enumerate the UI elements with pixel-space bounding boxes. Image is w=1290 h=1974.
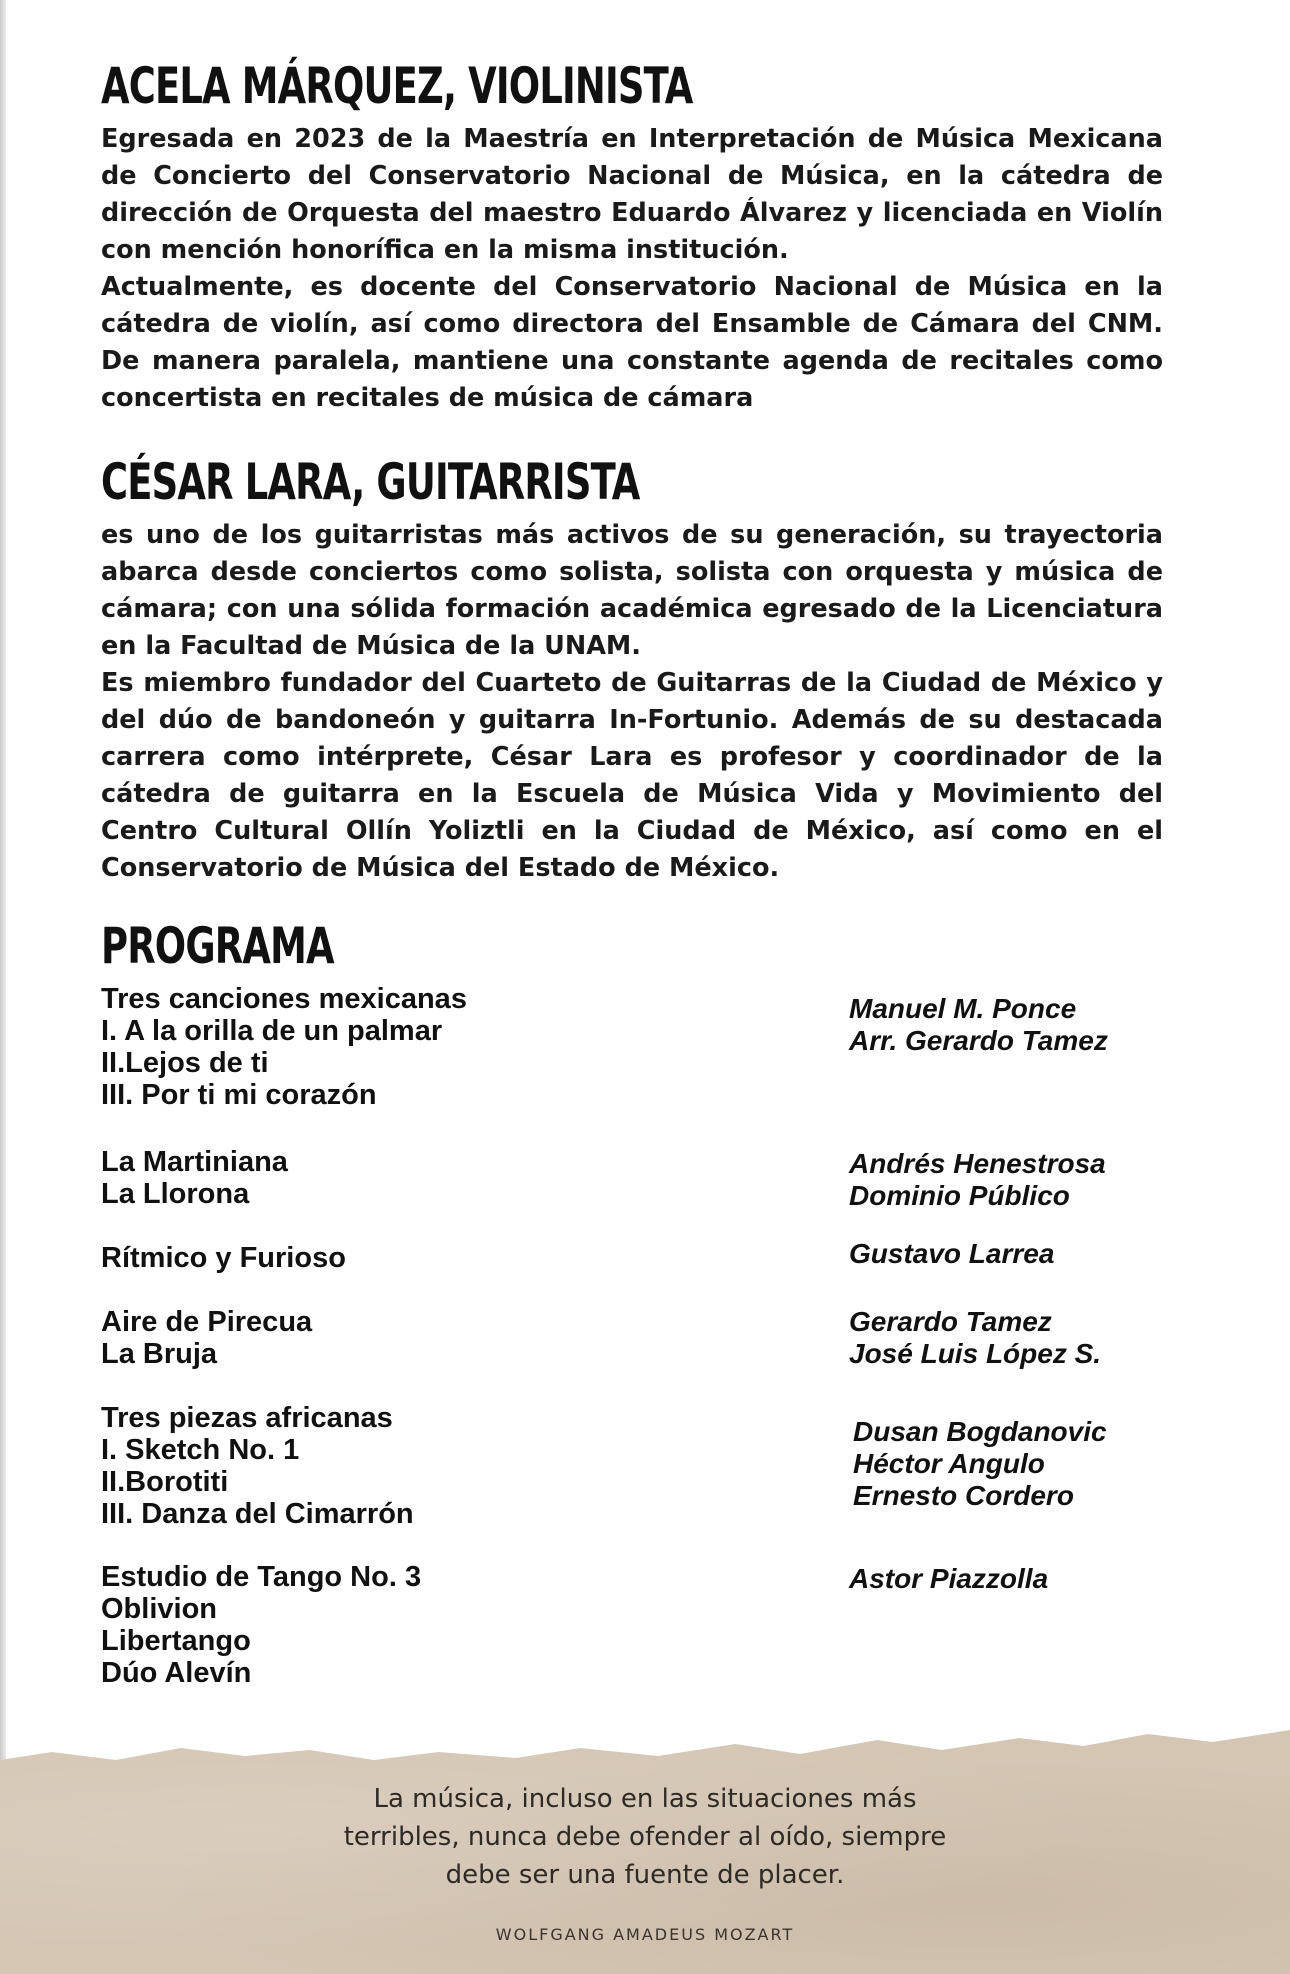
program-composers	[849, 1306, 1101, 1370]
mozart-quote	[0, 1780, 1290, 1894]
program-item	[101, 1238, 1163, 1306]
page-content	[101, 55, 1163, 1689]
bio-text-acela	[101, 121, 1163, 417]
composer-name: Gerardo Tamez	[849, 1306, 1052, 1337]
work-title: III. Danza del Cimarrón	[101, 1498, 414, 1530]
work-title: Tres canciones mexicanas	[101, 983, 467, 1015]
section-heading-cesar: CÉSAR LARA, GUITARRISTA	[101, 453, 640, 511]
quote-line: La música, incluso en las situaciones más	[373, 1784, 917, 1814]
work-title: III. Por ti mi corazón	[101, 1079, 377, 1111]
program-composers	[849, 1563, 1048, 1595]
program-item	[101, 983, 1163, 1146]
program-composers	[849, 1238, 1054, 1270]
composer-name: Dominio Público	[849, 1180, 1070, 1211]
program-section	[101, 915, 1163, 1689]
program-item	[101, 1402, 1163, 1561]
work-title: Oblivion	[101, 1593, 217, 1625]
bio-paragraph: Actualmente, es docente del Conservatorio Nacional de Música en la cátedra de violín, así como directora del Ensamble de Cámara del CNM. De manera paralela, mantiene una constante agenda de recitales como concertista en recitales de música de cámara	[101, 272, 1163, 413]
composer-name: Arr. Gerardo Tamez	[849, 1025, 1108, 1056]
program-list	[101, 983, 1163, 1689]
composer-name: Ernesto Cordero	[853, 1480, 1074, 1511]
program-item	[101, 1306, 1163, 1402]
program-composers	[849, 1148, 1106, 1212]
composer-name: Dusan Bogdanovic	[853, 1416, 1107, 1447]
bio-paragraph: es uno de los guitarristas más activos de su generación, su trayectoria abarca desde conciertos como solista, solista con orquesta y música de cámara; con una sólida formación académica egresado de la Licenciatura en la Facultad de Música de la UNAM.	[101, 520, 1163, 661]
program-item	[101, 1146, 1163, 1242]
composer-name: José Luis López S.	[849, 1338, 1102, 1369]
work-title: Rítmico y Furioso	[101, 1242, 346, 1274]
quote-line: terribles, nunca debe ofender al oído, siempre	[343, 1822, 947, 1852]
bio-acela	[101, 55, 1163, 417]
work-title: La Llorona	[101, 1178, 250, 1210]
work-title: La Bruja	[101, 1338, 218, 1370]
work-title: II.Lejos de ti	[101, 1047, 269, 1079]
composer-name: Astor Piazzolla	[849, 1563, 1049, 1594]
composer-name: Manuel M. Ponce	[849, 993, 1077, 1024]
work-title: Libertango	[101, 1625, 251, 1657]
bio-cesar	[101, 451, 1163, 887]
work-title: La Martiniana	[101, 1146, 288, 1178]
bio-text-cesar	[101, 517, 1163, 887]
work-title: Dúo Alevín	[101, 1657, 252, 1689]
work-title: Tres piezas africanas	[101, 1402, 393, 1434]
program-composers	[853, 1416, 1107, 1512]
composer-name: Héctor Angulo	[853, 1448, 1045, 1479]
bio-paragraph: Egresada en 2023 de la Maestría en Interpretación de Música Mexicana de Concierto del Conservatorio Nacional de Música, en la cátedra de dirección de Orquesta del maestro Eduardo Álvarez y licenciada en Violín con mención honorífica en la misma institución.	[101, 124, 1163, 265]
program-heading: PROGRAMA	[101, 917, 334, 975]
bio-paragraph: Es miembro fundador del Cuarteto de Guitarras de la Ciudad de México y del dúo de bandoneón y guitarra In-Fortunio. Además de su destacada carrera como intérprete, César Lara es profesor y coordinador de la cátedra de guitarra en la Escuela de Música Vida y Movimiento del Centro Cultural Ollín Yoliztli en la Ciudad de México, así como en el Conservatorio de Música del Estado de México.	[101, 668, 1163, 883]
section-heading-acela: ACELA MÁRQUEZ, VIOLINISTA	[101, 57, 693, 115]
work-title: II.Borotiti	[101, 1466, 229, 1498]
work-title: Estudio de Tango No. 3	[101, 1561, 422, 1593]
quote-author: WOLFGANG AMADEUS MOZART	[495, 1925, 795, 1944]
quote-line: debe ser una fuente de placer.	[445, 1860, 845, 1890]
work-title: Aire de Pirecua	[101, 1306, 313, 1338]
page-edge-shadow	[0, 0, 6, 1974]
composer-name: Gustavo Larrea	[849, 1238, 1055, 1269]
work-title: I. Sketch No. 1	[101, 1434, 300, 1466]
program-composers	[849, 993, 1108, 1057]
composer-name: Andrés Henestrosa	[849, 1148, 1106, 1179]
work-title: I. A la orilla de un palmar	[101, 1015, 443, 1047]
program-item	[101, 1561, 1163, 1689]
